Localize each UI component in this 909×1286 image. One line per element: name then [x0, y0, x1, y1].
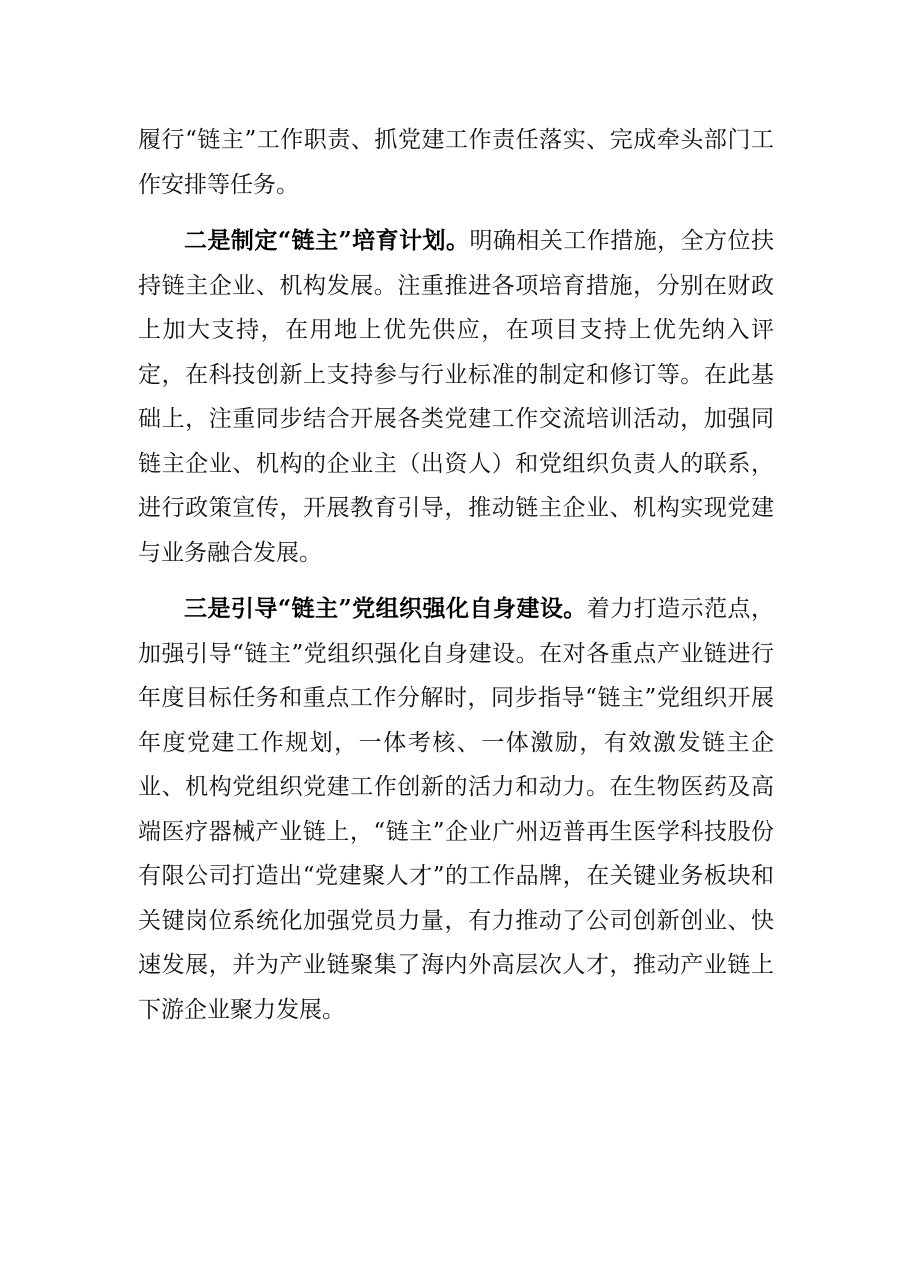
paragraph-text: 履行“链主”工作职责、抓党建工作责任落实、完成牵头部门工作安排等任务。: [138, 127, 774, 198]
paragraph-heading: 二是制定“链主”培育计划。: [184, 227, 470, 254]
paragraph-continuation: [138, 118, 774, 207]
document-body: [138, 118, 774, 1032]
paragraph-text: 明确相关工作措施，全方位扶持链主企业、机构发展。注重推进各项培育措施，分别在财政上加大支持，在用地上优先供应，在项目支持上优先纳入评定，在科技创新上支持参与行业标准的制定和修订等。在此基础上，注重同步结合开展各类党建工作交流培训活动，加强同链主企业、机构的企业主（出资人）和党组织负责人的联系，进行政策宣传，开展教育引导，推动链主企业、机构实现党建与业务融合发展。: [138, 228, 775, 566]
paragraph-text: 着力打造示范点，加强引导“链主”党组织强化自身建设。在对各重点产业链进行年度目标任务和重点工作分解时，同步指导“链主”党组织开展年度党建工作规划，一体考核、一体激励，有效激发链主企业、机构党组织党建工作创新的活力和动力。在生物医药及高端医疗器械产业链上，“链主”企业广州迈普再生医学科技股份有限公司打造出“党建聚人才”的工作品牌，在关键业务板块和关键岗位系统化加强党员力量，有力推动了公司创新创业、快速发展，并为产业链聚集了海内外高层次人才，推动产业链上下游企业聚力发展。: [138, 596, 774, 1023]
paragraph-self-construction: [138, 587, 774, 1032]
paragraph-heading: 三是引导“链主”党组织强化自身建设。: [184, 595, 587, 622]
paragraph-cultivation-plan: [138, 219, 774, 575]
